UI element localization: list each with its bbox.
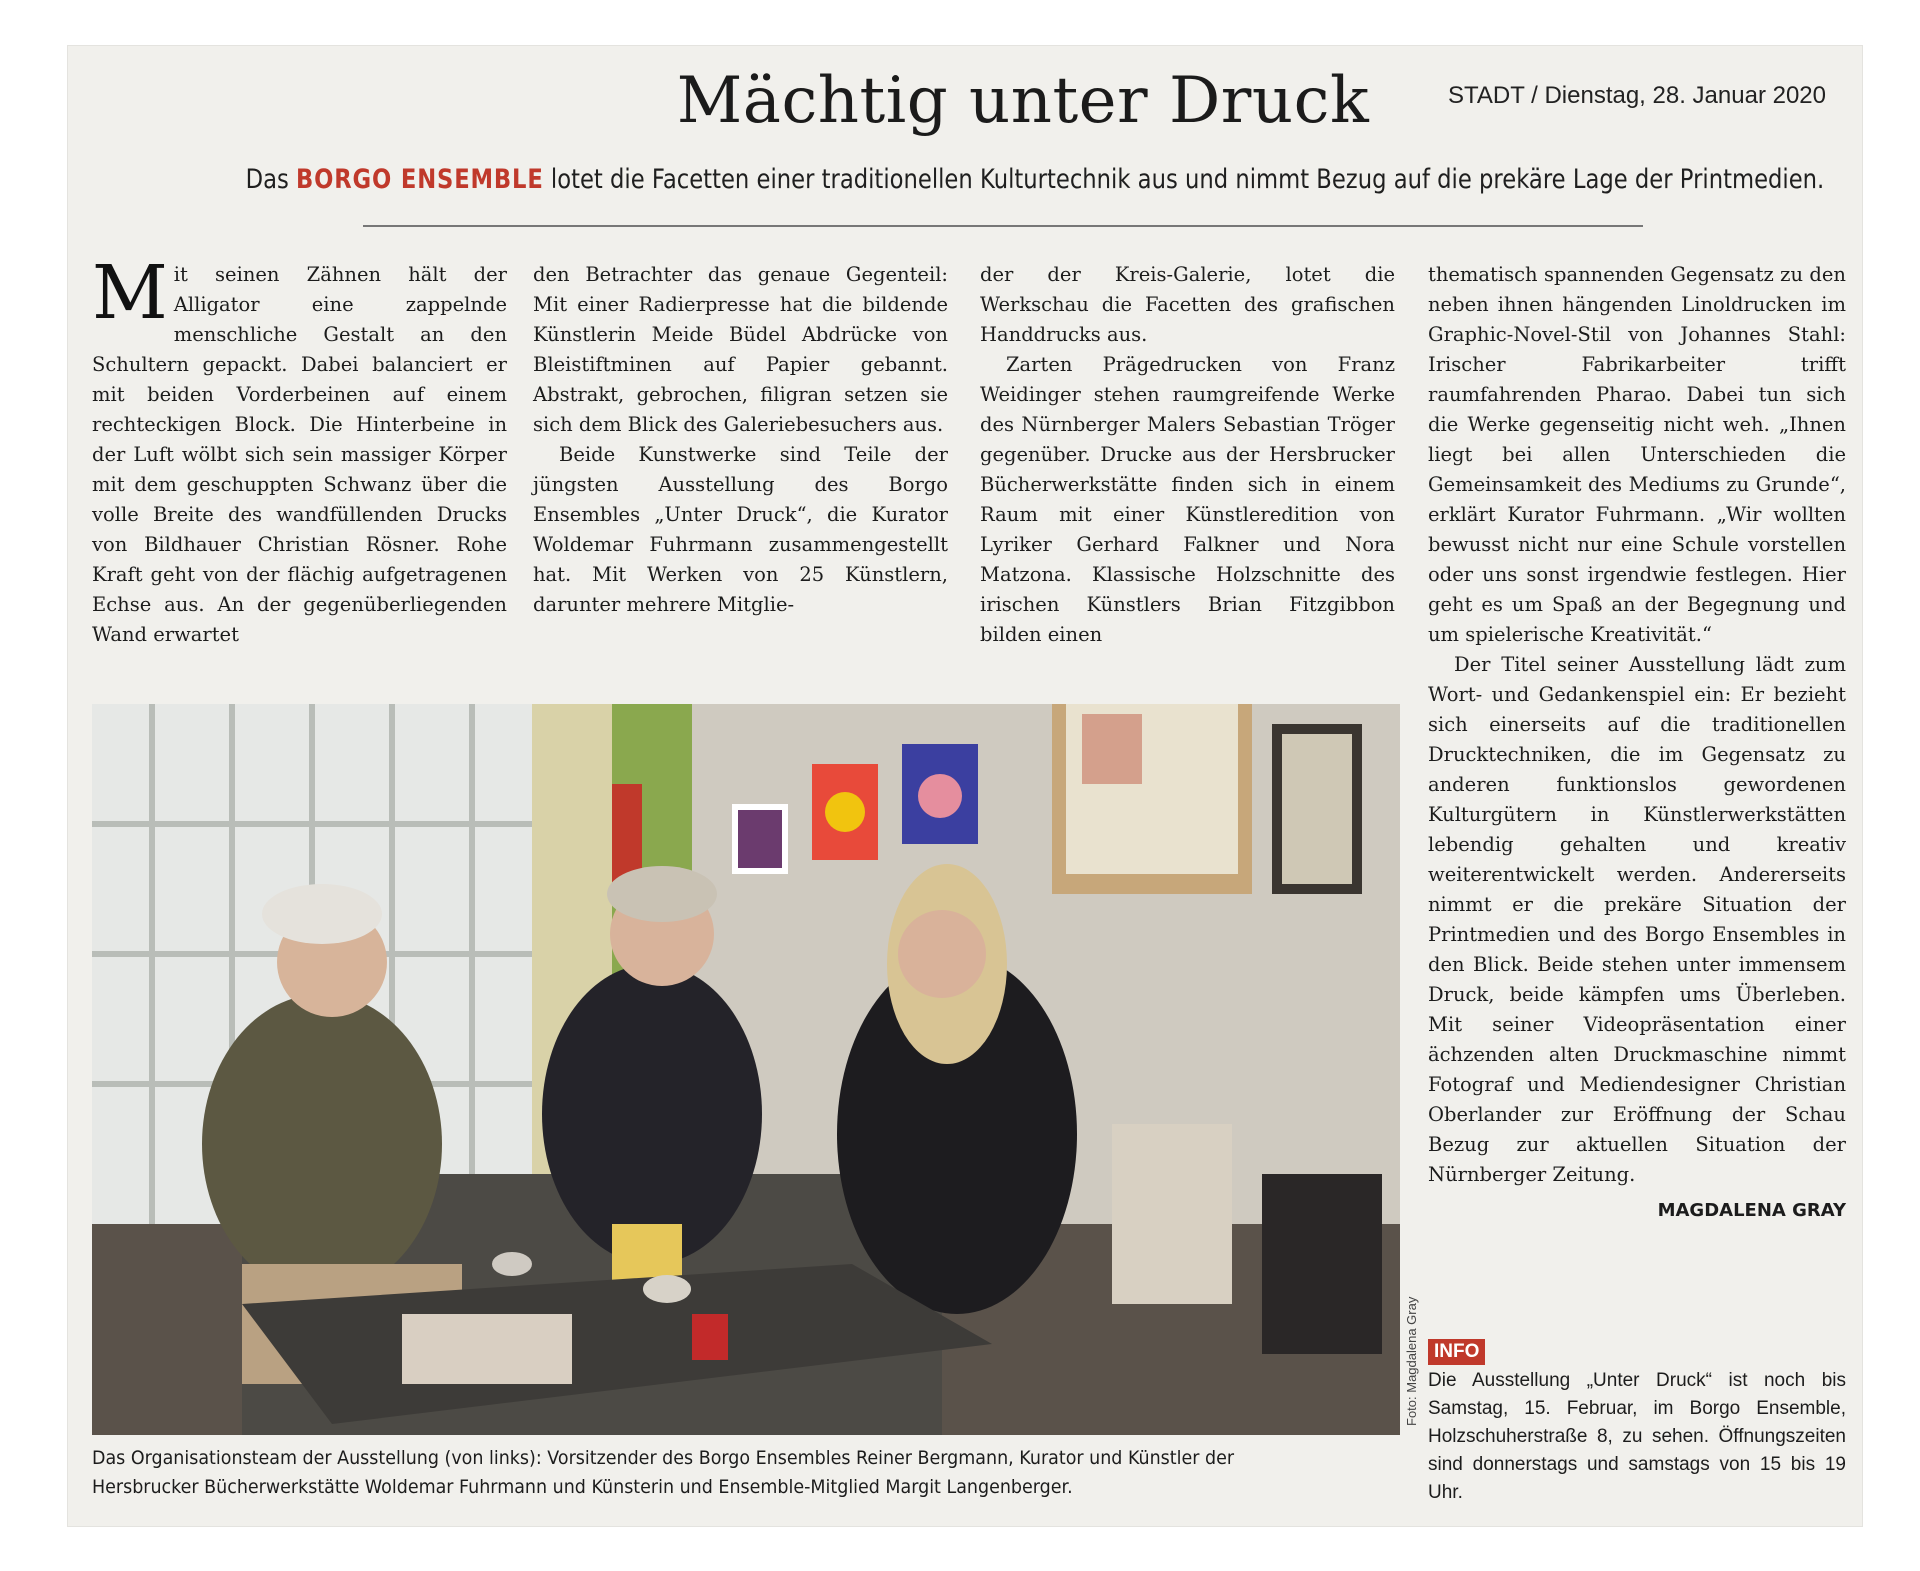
column-4-paragraph-2: Der Titel seiner Ausstellung lädt zum Wort- und Gedankenspiel ein: Er bezieht sich einerseits auf die traditionellen Drucktechniken, die im Gegensatz zu anderen funktionslos gewordenen Kulturgütern in Künstlerwerkstätten lebendig gehalten und kreativ weiterentwickelt werden. Andererseits nimmt er die prekäre Situation der Printmedien und des Borgo Ensembles in den Blick. Beide stehen unter immensem Druck, beide kämpfen ums Überleben. Mit seiner Videopräsentation einer ächzenden alten Druckmaschine nimmt Fotograf und Mediendesigner Christian Oberlander zur Eröffnung der Schau Bezug zur aktuellen Situation der Nürnberger Zeitung. — [1428, 653, 1846, 1186]
article-column-1 — [92, 250, 507, 650]
headline: Mächtig unter Druck — [676, 64, 1370, 138]
dateline: STADT / Dienstag, 28. Januar 2020 — [1448, 82, 1826, 109]
info-box — [1428, 1338, 1846, 1507]
column-1-paragraph-1: it seinen Zähnen hält der Alligator eine zappelnde menschliche Gestalt an den Schultern gepackt. Dabei balanciert er mit beiden Vorderbeinen auf einem rechteckigen Block. Die Hinterbeine in der Luft wölbt sich sein massiger Körper mit dem geschuppten Schwanz über die volle Breite des wandfüllenden Drucks von Bildhauer Christian Rösner. Rohe Kraft geht von der flächig aufgetragenen Echse aus. An der gegenüberliegenden Wand erwartet — [92, 263, 507, 646]
article-column-4 — [1428, 260, 1846, 1226]
photo-illustration — [92, 704, 1400, 1435]
dropcap: M — [92, 250, 168, 336]
column-4-paragraph-1: thematisch spannenden Gegensatz zu den neben ihnen hängenden Linoldrucken im Graphic-Novel-Stil von Johannes Stahl: Irischer Fabrikarbeiter trifft raumfahrenden Pharao. Dabei tun sich die Werke gegenseitig nicht weh. „Ihnen liegt bei allen Unterschieden die Gemeinsamkeit des Mediums zu Grunde“, erklärt Kurator Fuhrmann. „Wir wollten bewusst nicht nur eine Schule vorstellen oder uns sonst irgendwie festlegen. Hier geht es um Spaß an der Begegnung und um spielerische Kreativität.“ — [1428, 263, 1846, 646]
headline-rule — [363, 225, 1643, 227]
info-label: INFO — [1428, 1339, 1485, 1365]
author-byline: MAGDALENA GRAY — [1657, 1200, 1846, 1221]
article-column-2 — [533, 260, 948, 620]
info-text: Die Ausstellung „Unter Druck“ ist noch bis Samstag, 15. Februar, im Borgo Ensemble, Holzschuherstraße 8, zu sehen. Öffnungszeiten sind donnerstags und samstags von 15 bis 19 Uhr. — [1428, 1370, 1846, 1503]
article-photo — [92, 704, 1400, 1435]
column-2-paragraph-2: Beide Kunstwerke sind Teile der jüngsten Ausstellung des Borgo Ensembles „Unter Druck“, die Kurator Woldemar Fuhrmann zusammengestellt hat. Mit Werken von 25 Künstlern, darunter mehrere Mitglie- — [533, 443, 948, 616]
newspaper-clipping — [68, 46, 1862, 1526]
photo-credit — [1404, 1276, 1428, 1436]
subheadline — [245, 162, 1825, 198]
column-3-paragraph-1: der der Kreis-Galerie, lotet die Werkschau die Facetten des grafischen Handdrucks aus. — [980, 263, 1395, 346]
column-3-paragraph-2: Zarten Prägedrucken von Franz Weidinger stehen raumgreifende Werke des Nürnberger Malers Sebastian Tröger gegenüber. Drucke aus der Hersbrucker Bücherwerkstätte finden sich in einem Raum mit einer Künstleredition von Lyriker Gerhard Falkner und Nora Matzona. Klassische Holzschnitte des irischen Künstlers Brian Fitzgibbon bilden einen — [980, 353, 1395, 646]
photo-credit-text: Foto: Magdalena Gray — [1404, 1296, 1419, 1426]
subhead-highlight: BORGO ENSEMBLE — [296, 164, 544, 195]
subhead-pre: Das — [245, 164, 297, 195]
subhead-post: lotet die Facetten einer traditionellen Kulturtechnik aus und nimmt Bezug auf die prekäre Lage der Printmedien. — [543, 164, 1825, 195]
article-column-3 — [980, 260, 1395, 650]
caption-line-1: Das Organisationsteam der Ausstellung (von links): Vorsitzender des Borgo Ensembles Reiner Bergmann, Kurator und Künstler der — [92, 1447, 1235, 1469]
column-2-paragraph-1: den Betrachter das genaue Gegenteil: Mit einer Radierpresse hat die bildende Künstlerin Meide Büdel Abdrücke von Bleistiftminen auf Papier gebannt. Abstrakt, gebrochen, filigran setzen sie sich dem Blick des Galeriebesuchers aus. — [533, 263, 948, 436]
caption-line-2: Hersbrucker Bücherwerkstätte Woldemar Fuhrmann und Künsterin und Ensemble-Mitglied Margit Langenberger. — [92, 1476, 1073, 1498]
photo-caption — [92, 1444, 1297, 1502]
